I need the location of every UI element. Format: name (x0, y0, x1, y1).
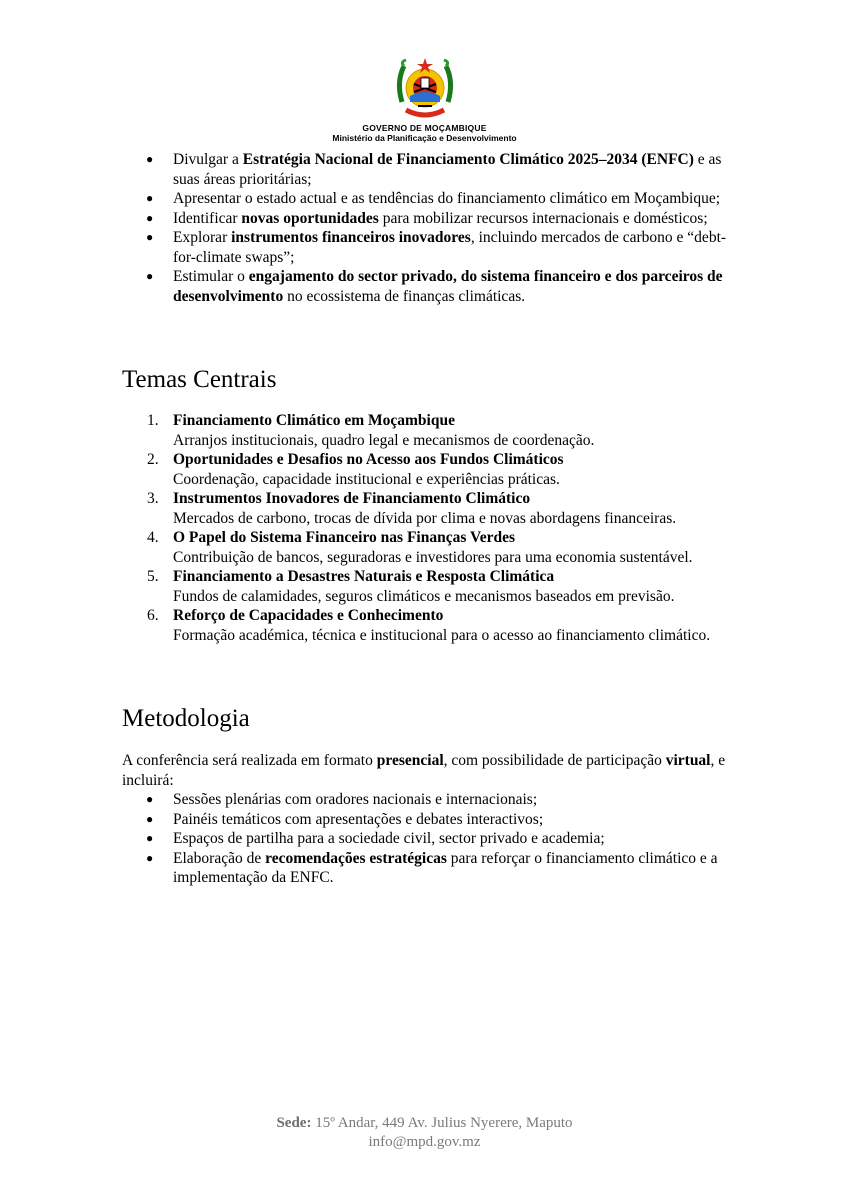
list-item: ● Divulgar a Estratégia Nacional de Financiamento Climático 2025–2034 (ENFC) e as suas áreas prioritárias; (146, 151, 722, 188)
list-item: ● Apresentar o estado actual e as tendências do financiamento climático em Moçambique; (146, 190, 721, 207)
bullet-icon: ● (146, 811, 154, 826)
temas-section (122, 365, 742, 645)
bullet-icon: ● (146, 230, 154, 244)
objectives-list (122, 150, 742, 306)
list-item: ● Estimular o engajamento do sector privado, do sistema financeiro e dos parceiros de desenvolvimento no ecossistema de finanças climáticas. (146, 268, 723, 305)
document-body (122, 150, 742, 888)
bullet-icon: ● (146, 152, 154, 166)
bullet-icon: ● (146, 831, 154, 845)
page-footer (0, 1114, 849, 1152)
list-item: ● Painéis temáticos com apresentações e debates interactivos; (146, 810, 544, 828)
bullet-icon: ● (146, 191, 154, 205)
letterhead (0, 52, 849, 143)
bullet-icon: ● (146, 210, 154, 225)
list-item: ● Identificar novas oportunidades para mobilizar recursos internacionais e domésticos; (146, 209, 708, 227)
ministry-name: Ministério da Planificação e Desenvolvimento (332, 133, 517, 143)
list-item: 6. Reforço de Capacidades e Conhecimento Formação académica, técnica e institucional para o acesso ao financiamento climático. (147, 607, 711, 644)
footer-address: Sede: 15º Andar, 449 Av. Julius Nyerere, Maputo (276, 1115, 573, 1131)
list-item: 4. O Papel do Sistema Financeiro nas Finanças Verdes Contribuição de bancos, seguradoras e investidores para uma economia sustentável. (147, 529, 693, 566)
topics-list (122, 411, 742, 645)
bullet-icon: ● (146, 269, 154, 283)
metodologia-list (122, 790, 742, 888)
list-item: ● Explorar instrumentos financeiros inovadores, incluindo mercados de carbono e “debt-for-climate swaps”; (146, 229, 727, 266)
list-item: 2. Oportunidades e Desafios no Acesso aos Fundos Climáticos Coordenação, capacidade institucional e experiências práticas. (147, 451, 564, 488)
bullet-icon: ● (146, 850, 154, 865)
footer-email: info@mpd.gov.mz (368, 1134, 481, 1150)
section-heading: Temas Centrais (122, 366, 277, 393)
list-item: 5. Financiamento a Desastres Naturais e Resposta Climática Fundos de calamidades, seguros climáticos e mecanismos baseados em previsão. (147, 568, 675, 605)
list-item: ● Espaços de partilha para a sociedade civil, sector privado e academia; (146, 830, 605, 847)
national-emblem-icon (392, 52, 458, 122)
list-item: ● Sessões plenárias com oradores nacionais e internacionais; (146, 791, 538, 808)
list-item: ● Elaboração de recomendações estratégicas para reforçar o financiamento climático e a implementação da ENFC. (146, 849, 718, 886)
bullet-icon: ● (146, 792, 154, 806)
metodologia-intro: A conferência será realizada em formato presencial, com possibilidade de participação virtual, e incluirá: (122, 752, 726, 789)
section-heading: Metodologia (122, 705, 250, 732)
metodologia-section (122, 704, 742, 888)
list-item: 1. Financiamento Climático em Moçambique Arranjos institucionais, quadro legal e mecanismos de coordenação. (147, 412, 595, 449)
list-item: 3. Instrumentos Inovadores de Financiamento Climático Mercados de carbono, trocas de dívida por clima e novas abordagens financeiras. (147, 490, 677, 527)
government-name: GOVERNO DE MOÇAMBIQUE (362, 123, 487, 133)
